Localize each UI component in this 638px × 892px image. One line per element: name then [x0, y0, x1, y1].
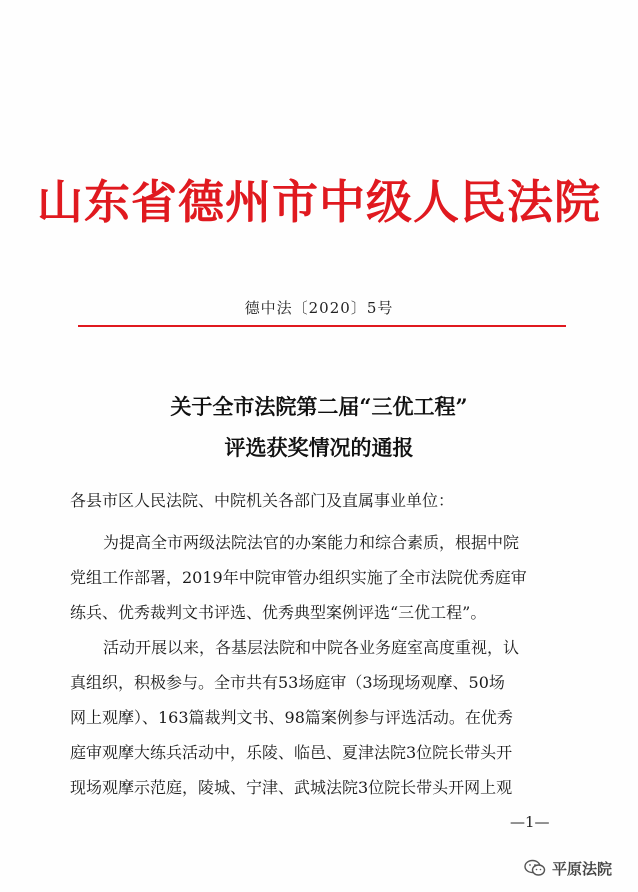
source-watermark: [524, 856, 612, 880]
addressee-line: 各县市区人民法院、中院机关各部门及直属事业单位：: [70, 491, 455, 510]
document-number: 德中法〔2020〕5号: [244, 299, 394, 317]
document-heading-line-2: 评选获奖情况的通报: [224, 435, 414, 460]
issuing-authority-title: 山东省德州市中级人民法院: [37, 175, 601, 229]
body-line: 练兵、优秀裁判文书评选、优秀典型案例评选“三优工程”。: [70, 603, 487, 622]
body-line: 党组工作部署，2019年中院审管办组织实施了全市法院优秀庭审: [70, 568, 527, 587]
red-divider-line: [78, 325, 566, 327]
wechat-icon: [524, 859, 546, 877]
body-line: 真组织，积极参与。全市共有53场庭审（3场现场观摩、50场: [70, 673, 505, 692]
body-line: 现场观摩示范庭，陵城、宁津、武城法院3位院长带头开网上观: [70, 778, 513, 797]
body-line: 为提高全市两级法院法官的办案能力和综合素质，根据中院: [103, 533, 520, 552]
body-line: 庭审观摩大练兵活动中，乐陵、临邑、夏津法院3位院长带头开: [70, 743, 513, 762]
watermark-label: 平原法院: [552, 859, 613, 878]
body-line: 活动开展以来，各基层法院和中院各业务庭室高度重视，认: [103, 638, 520, 657]
page-number: —1—: [510, 813, 550, 831]
document-heading-line-1: 关于全市法院第二届“三优工程”: [170, 394, 468, 419]
body-line: 网上观摩）、163篇裁判文书、98篇案例参与评选活动。在优秀: [70, 708, 513, 727]
